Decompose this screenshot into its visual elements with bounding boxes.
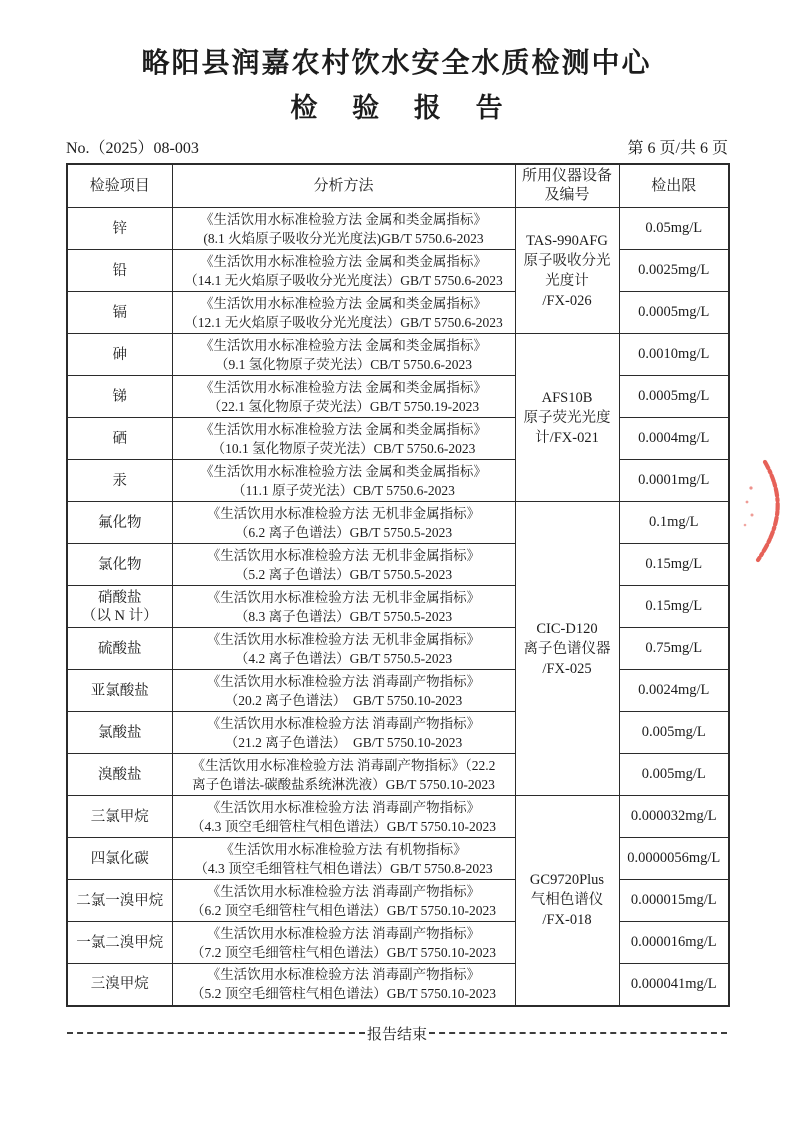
instrument-line: AFS10B <box>541 389 593 406</box>
item-cell: 一氯二溴甲烷 <box>67 922 172 964</box>
item-cell <box>67 586 172 628</box>
item-cell: 镉 <box>67 292 172 334</box>
method-line: （22.1 氢化物原子荧光法）GB/T 5750.19-2023 <box>207 398 480 414</box>
method-line: （10.1 氢化物原子荧光法）CB/T 5750.6-2023 <box>211 440 476 456</box>
table-row <box>67 502 729 544</box>
table-row <box>67 754 729 796</box>
instrument-line: GC9720Plus <box>529 872 605 889</box>
limit-cell: 0.005mg/L <box>619 754 729 796</box>
red-stamp-edge-icon <box>733 452 793 570</box>
stamp-speckle <box>746 501 749 504</box>
method-line: 《生活饮用水标准检验方法 消毒副产物指标》 <box>206 799 481 815</box>
method-line: （9.1 氢化物原子荧光法）CB/T 5750.6-2023 <box>214 356 472 372</box>
col-header-limit: 检出限 <box>619 164 729 208</box>
method-line: 《生活饮用水标准检验方法 有机物指标》 <box>220 841 467 857</box>
report-meta <box>66 135 728 158</box>
method-line: （4.3 顶空毛细管柱气相色谱法）GB/T 5750.8-2023 <box>194 860 493 876</box>
method-cell <box>172 670 515 712</box>
report-title: 检 验 报 告 <box>290 93 517 123</box>
instrument-cell <box>515 796 619 1006</box>
item-cell: 硫酸盐 <box>67 628 172 670</box>
table-row <box>67 292 729 334</box>
instrument-line: TAS-990AFG <box>526 232 608 249</box>
table-row <box>67 922 729 964</box>
limit-cell: 0.0001mg/L <box>619 460 729 502</box>
method-cell <box>172 628 515 670</box>
item-cell: 汞 <box>67 460 172 502</box>
method-line: （4.2 离子色谱法）GB/T 5750.5-2023 <box>234 650 453 666</box>
method-line: （5.2 离子色谱法）GB/T 5750.5-2023 <box>234 566 453 582</box>
item-cell: 氯化物 <box>67 544 172 586</box>
col-header-method: 分析方法 <box>172 164 515 208</box>
method-cell <box>172 208 515 250</box>
instrument-line: 离子色谱仪器 <box>523 640 611 657</box>
instrument-line: 原子荧光光度 <box>523 409 611 426</box>
table-header-row <box>67 164 729 208</box>
method-line: 《生活饮用水标准检验方法 无机非金属指标》 <box>206 505 481 521</box>
instrument-cell <box>515 502 619 796</box>
method-line: （21.2 离子色谱法） GB/T 5750.10-2023 <box>224 734 463 750</box>
table-row <box>67 250 729 292</box>
table-row <box>67 460 729 502</box>
method-line: 《生活饮用水标准检验方法 金属和类金属指标》 <box>200 421 487 437</box>
method-cell <box>172 502 515 544</box>
item-cell: 砷 <box>67 334 172 376</box>
method-line: 《生活饮用水标准检验方法 消毒副产物指标》 <box>206 715 481 731</box>
method-cell <box>172 712 515 754</box>
item-cell: 硒 <box>67 418 172 460</box>
method-line: （20.2 离子色谱法） GB/T 5750.10-2023 <box>224 692 463 708</box>
method-line: (8.1 火焰原子吸收分光光度法)GB/T 5750.6-2023 <box>203 230 484 246</box>
method-cell <box>172 838 515 880</box>
page-indicator: 第 6 页/共 6 页 <box>627 140 728 157</box>
page-title: 略阳县润嘉农村饮水安全水质检测中心 <box>141 48 652 79</box>
col-header-item: 检验项目 <box>67 164 172 208</box>
item-cell: 二氯一溴甲烷 <box>67 880 172 922</box>
limit-cell: 0.0025mg/L <box>619 250 729 292</box>
method-line: 《生活饮用水标准检验方法 消毒副产物指标》 <box>206 673 481 689</box>
instrument-cell <box>515 208 619 334</box>
item-cell: 铅 <box>67 250 172 292</box>
instrument-line: 计/FX-021 <box>535 429 599 446</box>
method-line: 《生活饮用水标准检验方法 无机非金属指标》 <box>206 631 481 647</box>
table-row <box>67 712 729 754</box>
item-cell: 三溴甲烷 <box>67 964 172 1006</box>
method-line: 《生活饮用水标准检验方法 金属和类金属指标》 <box>200 295 487 311</box>
instrument-line: /FX-025 <box>542 660 592 677</box>
instrument-line: 光度计 <box>545 272 589 289</box>
item-cell: 锑 <box>67 376 172 418</box>
method-cell <box>172 418 515 460</box>
method-line: 《生活饮用水标准检验方法 金属和类金属指标》 <box>200 211 487 227</box>
method-cell <box>172 250 515 292</box>
method-line: （6.2 离子色谱法）GB/T 5750.5-2023 <box>234 524 453 540</box>
limit-cell: 0.0010mg/L <box>619 334 729 376</box>
limit-cell: 0.0005mg/L <box>619 376 729 418</box>
limit-cell: 0.005mg/L <box>619 712 729 754</box>
item-cell: 氯酸盐 <box>67 712 172 754</box>
instrument-line: /FX-026 <box>542 292 592 309</box>
method-cell <box>172 796 515 838</box>
limit-cell: 0.0024mg/L <box>619 670 729 712</box>
stamp-speckle <box>749 486 752 489</box>
item-cell: 四氯化碳 <box>67 838 172 880</box>
method-line: 《生活饮用水标准检验方法 消毒副产物指标》（22.2 <box>191 757 496 773</box>
method-line: 《生活饮用水标准检验方法 金属和类金属指标》 <box>200 463 487 479</box>
stamp-arc <box>758 462 778 560</box>
method-cell <box>172 964 515 1006</box>
item-cell: 三氯甲烷 <box>67 796 172 838</box>
limit-cell: 0.000041mg/L <box>619 964 729 1006</box>
limit-cell: 0.000016mg/L <box>619 922 729 964</box>
col-header-instrument-line: 及编号 <box>544 187 590 203</box>
method-cell <box>172 880 515 922</box>
item-cell: 氟化物 <box>67 502 172 544</box>
method-cell <box>172 334 515 376</box>
table-row <box>67 838 729 880</box>
method-line: （6.2 顶空毛细管柱气相色谱法）GB/T 5750.10-2023 <box>190 902 496 918</box>
method-line: 《生活饮用水标准检验方法 金属和类金属指标》 <box>200 337 487 353</box>
table-row <box>67 544 729 586</box>
table-row <box>67 208 729 250</box>
limit-cell: 0.05mg/L <box>619 208 729 250</box>
method-cell <box>172 292 515 334</box>
method-cell <box>172 544 515 586</box>
item-line: 硝酸盐 <box>98 589 142 606</box>
instrument-line: 原子吸收分光 <box>523 252 611 269</box>
table-row <box>67 880 729 922</box>
limit-cell: 0.000032mg/L <box>619 796 729 838</box>
methods-table <box>66 163 730 1007</box>
method-line: （12.1 无火焰原子吸收分光光度法）GB/T 5750.6-2023 <box>184 314 503 330</box>
limit-cell: 0.15mg/L <box>619 586 729 628</box>
method-line: （7.2 顶空毛细管柱气相色谱法）GB/T 5750.10-2023 <box>190 944 496 960</box>
method-cell <box>172 586 515 628</box>
method-line: 《生活饮用水标准检验方法 消毒副产物指标》 <box>206 925 481 941</box>
limit-cell: 0.75mg/L <box>619 628 729 670</box>
instrument-cell <box>515 334 619 502</box>
item-cell: 锌 <box>67 208 172 250</box>
table-row <box>67 376 729 418</box>
item-cell: 溴酸盐 <box>67 754 172 796</box>
table-row <box>67 418 729 460</box>
stamp-speckle <box>751 514 754 517</box>
limit-cell: 0.15mg/L <box>619 544 729 586</box>
method-cell <box>172 460 515 502</box>
limit-cell: 0.1mg/L <box>619 502 729 544</box>
col-header-instrument-line: 所用仪器设备 <box>521 168 612 184</box>
instrument-line: 气相色谱仪 <box>530 892 604 909</box>
table-row <box>67 670 729 712</box>
limit-cell: 0.000015mg/L <box>619 880 729 922</box>
table-row <box>67 586 729 628</box>
method-cell <box>172 376 515 418</box>
method-line: 离子色谱法-碳酸盐系统淋洗液）GB/T 5750.10-2023 <box>192 776 495 792</box>
method-cell <box>172 922 515 964</box>
table-row <box>67 964 729 1006</box>
method-line: 《生活饮用水标准检验方法 消毒副产物指标》 <box>206 883 481 899</box>
dash-divider <box>67 1032 365 1034</box>
method-line: （11.1 原子荧光法）CB/T 5750.6-2023 <box>232 482 455 498</box>
table-row <box>67 796 729 838</box>
report-end-line <box>67 1023 727 1044</box>
report-number: No.（2025）08-003 <box>66 140 199 157</box>
limit-cell: 0.0004mg/L <box>619 418 729 460</box>
stamp-speckle <box>744 524 747 527</box>
method-line: （4.3 顶空毛细管柱气相色谱法）GB/T 5750.10-2023 <box>190 818 496 834</box>
method-cell <box>172 754 515 796</box>
method-line: （14.1 无火焰原子吸收分光光度法）GB/T 5750.6-2023 <box>184 272 503 288</box>
method-line: （8.3 离子色谱法）GB/T 5750.5-2023 <box>234 608 453 624</box>
limit-cell: 0.0005mg/L <box>619 292 729 334</box>
method-line: 《生活饮用水标准检验方法 金属和类金属指标》 <box>200 379 487 395</box>
method-line: 《生活饮用水标准检验方法 金属和类金属指标》 <box>200 253 487 269</box>
limit-cell: 0.0000056mg/L <box>619 838 729 880</box>
method-line: 《生活饮用水标准检验方法 无机非金属指标》 <box>206 547 481 563</box>
table-row <box>67 334 729 376</box>
table-row <box>67 628 729 670</box>
col-header-instrument <box>515 164 619 208</box>
item-cell: 亚氯酸盐 <box>67 670 172 712</box>
report-end-text: 报告结束 <box>367 1026 428 1043</box>
dash-divider <box>429 1032 727 1034</box>
method-line: 《生活饮用水标准检验方法 无机非金属指标》 <box>206 589 481 605</box>
method-line: 《生活饮用水标准检验方法 消毒副产物指标》 <box>206 967 481 983</box>
instrument-line: CIC-D120 <box>536 620 598 637</box>
item-line: （以 N 计） <box>81 607 158 624</box>
method-line: （5.2 顶空毛细管柱气相色谱法）GB/T 5750.10-2023 <box>190 986 496 1002</box>
instrument-line: /FX-018 <box>542 912 592 929</box>
